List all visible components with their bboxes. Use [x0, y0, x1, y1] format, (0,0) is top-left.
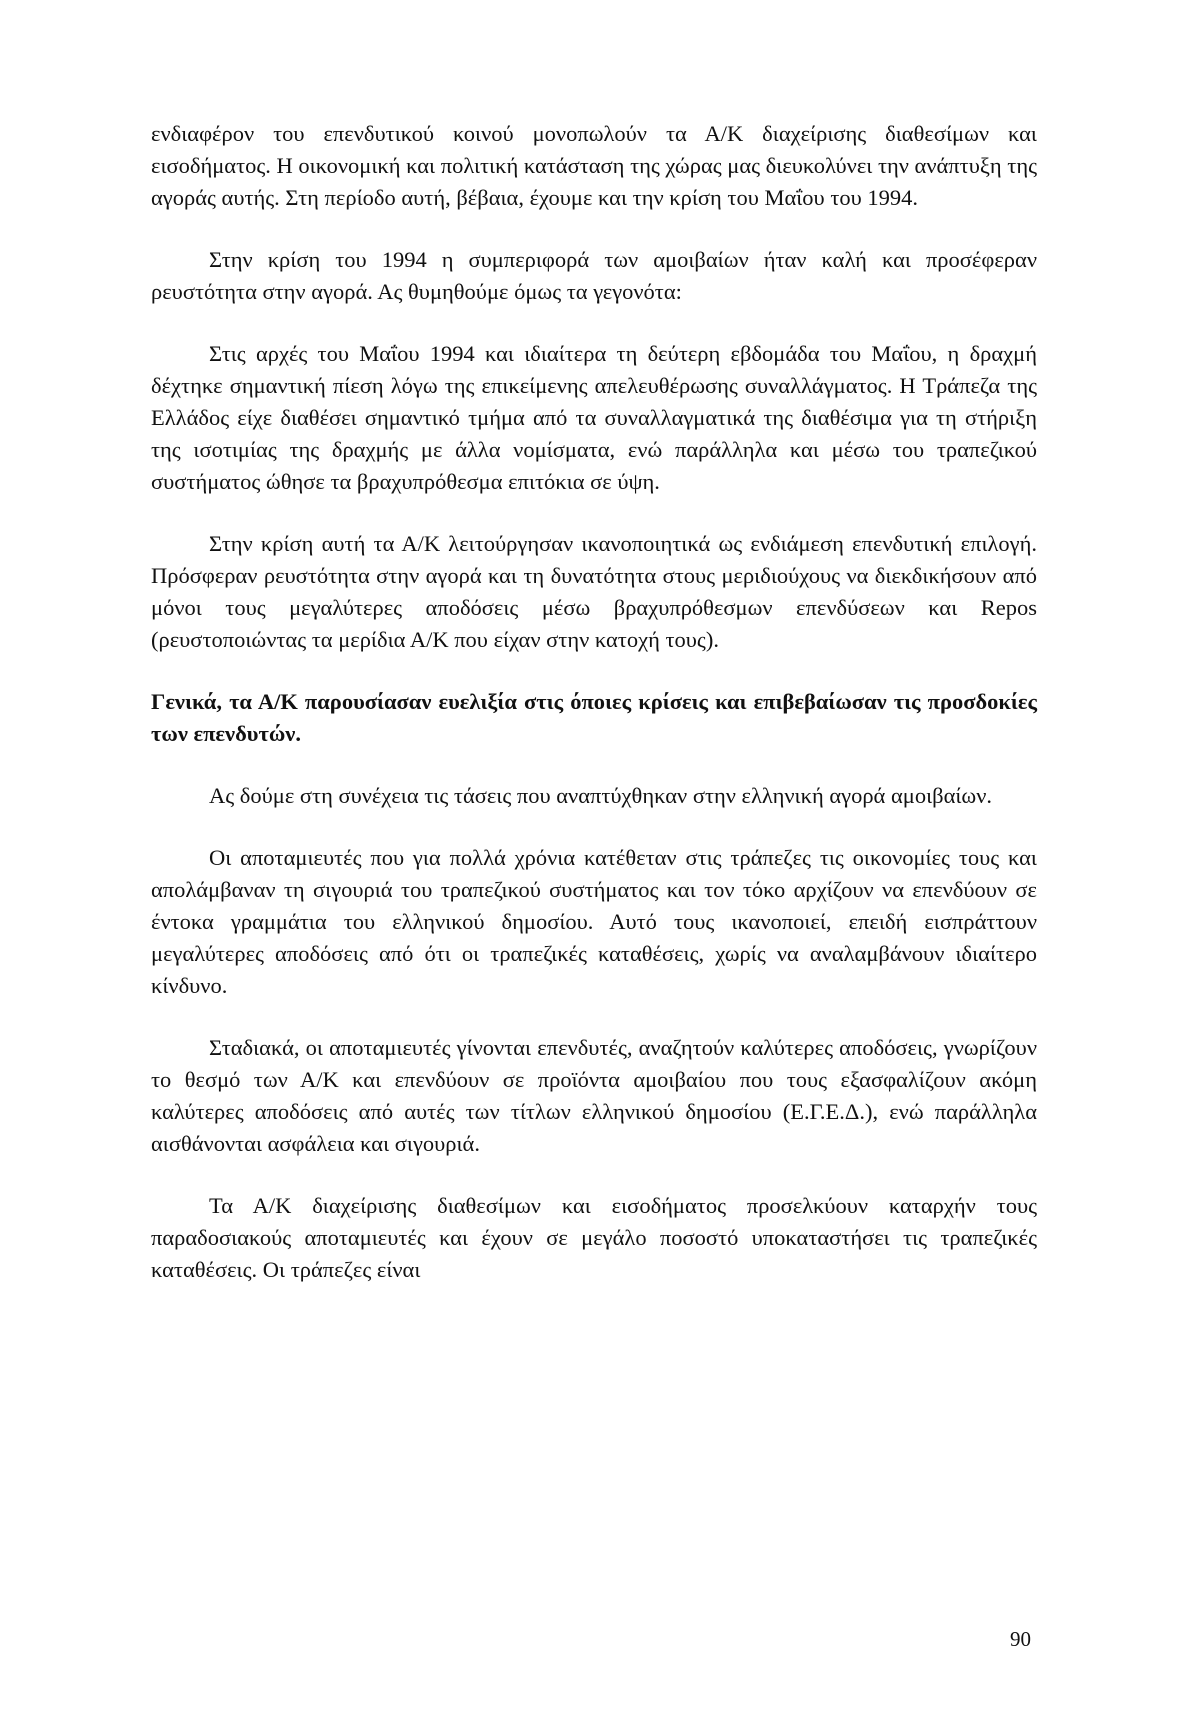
paragraph-8: Σταδιακά, οι αποταμιευτές γίνονται επενδυτές, αναζητούν καλύτερες αποδόσεις, γνωρίζουν το θεσμό των Α/Κ και επενδύουν σε προϊόντα αμοιβαίου που τους εξασφαλίζουν ακόμη καλύτερες αποδόσεις από αυτές των τίτλων ελληνικού δημοσίου (Ε.Γ.Ε.Δ.), ενώ παράλληλα αισθάνονται ασφάλεια και σιγουριά. — [151, 1035, 1037, 1156]
paragraph-4: Στην κρίση αυτή τα Α/Κ λειτούργησαν ικανοποιητικά ως ενδιάμεση επενδυτική επιλογή. Πρόσφεραν ρευστότητα στην αγορά και τη δυνατότητα στους μεριδιούχους να διεκδικήσουν από μόνοι τους μεγαλύτερες αποδόσεις μέσω βραχυπρόθεσμων επενδύσεων και Repos (ρευστοποιώντας τα μερίδια Α/Κ που είχαν στην κατοχή τους). — [151, 531, 1037, 652]
paragraph-9: Τα Α/Κ διαχείρισης διαθεσίμων και εισοδήματος προσελκύουν καταρχήν τους παραδοσιακούς αποταμιευτές και έχουν σε μεγάλο ποσοστό υποκαταστήσει τις τραπεζικές καταθέσεις. Οι τράπεζες είναι — [151, 1193, 1037, 1282]
paragraph-3: Στις αρχές του Μαΐου 1994 και ιδιαίτερα τη δεύτερη εβδομάδα του Μαΐου, η δραχμή δέχτηκε σημαντική πίεση λόγω της επικείμενης απελευθέρωσης συναλλάγματος. Η Τράπεζα της Ελλάδος είχε διαθέσει σημαντικό τμήμα από τα συναλλαγματικά της διαθέσιμα για τη στήριξη της ισοτιμίας της δραχμής με άλλα νομίσματα, ενώ παράλληλα και μέσω του τραπεζικού συστήματος ώθησε τα βραχυπρόθεσμα επιτόκια σε ύψη. — [151, 341, 1037, 494]
page-number: 90 — [1010, 1627, 1031, 1651]
paragraph-7: Οι αποταμιευτές που για πολλά χρόνια κατέθεταν στις τράπεζες τις οικονομίες τους και απολάμβαναν τη σιγουριά του τραπεζικού συστήματος και τον τόκο αρχίζουν να επενδύουν σε έντοκα γραμμάτια του ελληνικού δημοσίου. Αυτό τους ικανοποιεί, επειδή εισπράττουν μεγαλύτερες αποδόσεις από ότι οι τραπεζικές καταθέσεις, χωρίς να αναλαμβάνουν ιδιαίτερο κίνδυνο. — [151, 845, 1037, 998]
paragraph-6: Ας δούμε στη συνέχεια τις τάσεις που αναπτύχθηκαν στην ελληνική αγορά αμοιβαίων. — [209, 783, 993, 808]
paragraph-5-emphasis: Γενικά, τα Α/Κ παρουσίασαν ευελιξία στις όποιες κρίσεις και επιβεβαίωσαν τις προσδοκίες των επενδυτών. — [151, 689, 1037, 746]
paragraph-1: ενδιαφέρον του επενδυτικού κοινού μονοπωλούν τα Α/Κ διαχείρισης διαθεσίμων και εισοδήματος. Η οικονομική και πολιτική κατάσταση της χώρας μας διευκολύνει την ανάπτυξη της αγοράς αυτής. Στη περίοδο αυτή, βέβαια, έχουμε και την κρίση του Μαΐου του 1994. — [151, 121, 1037, 210]
document-body — [151, 118, 1037, 1316]
paragraph-2: Στην κρίση του 1994 η συμπεριφορά των αμοιβαίων ήταν καλή και προσέφεραν ρευστότητα στην αγορά. Ας θυμηθούμε όμως τα γεγονότα: — [151, 247, 1037, 304]
